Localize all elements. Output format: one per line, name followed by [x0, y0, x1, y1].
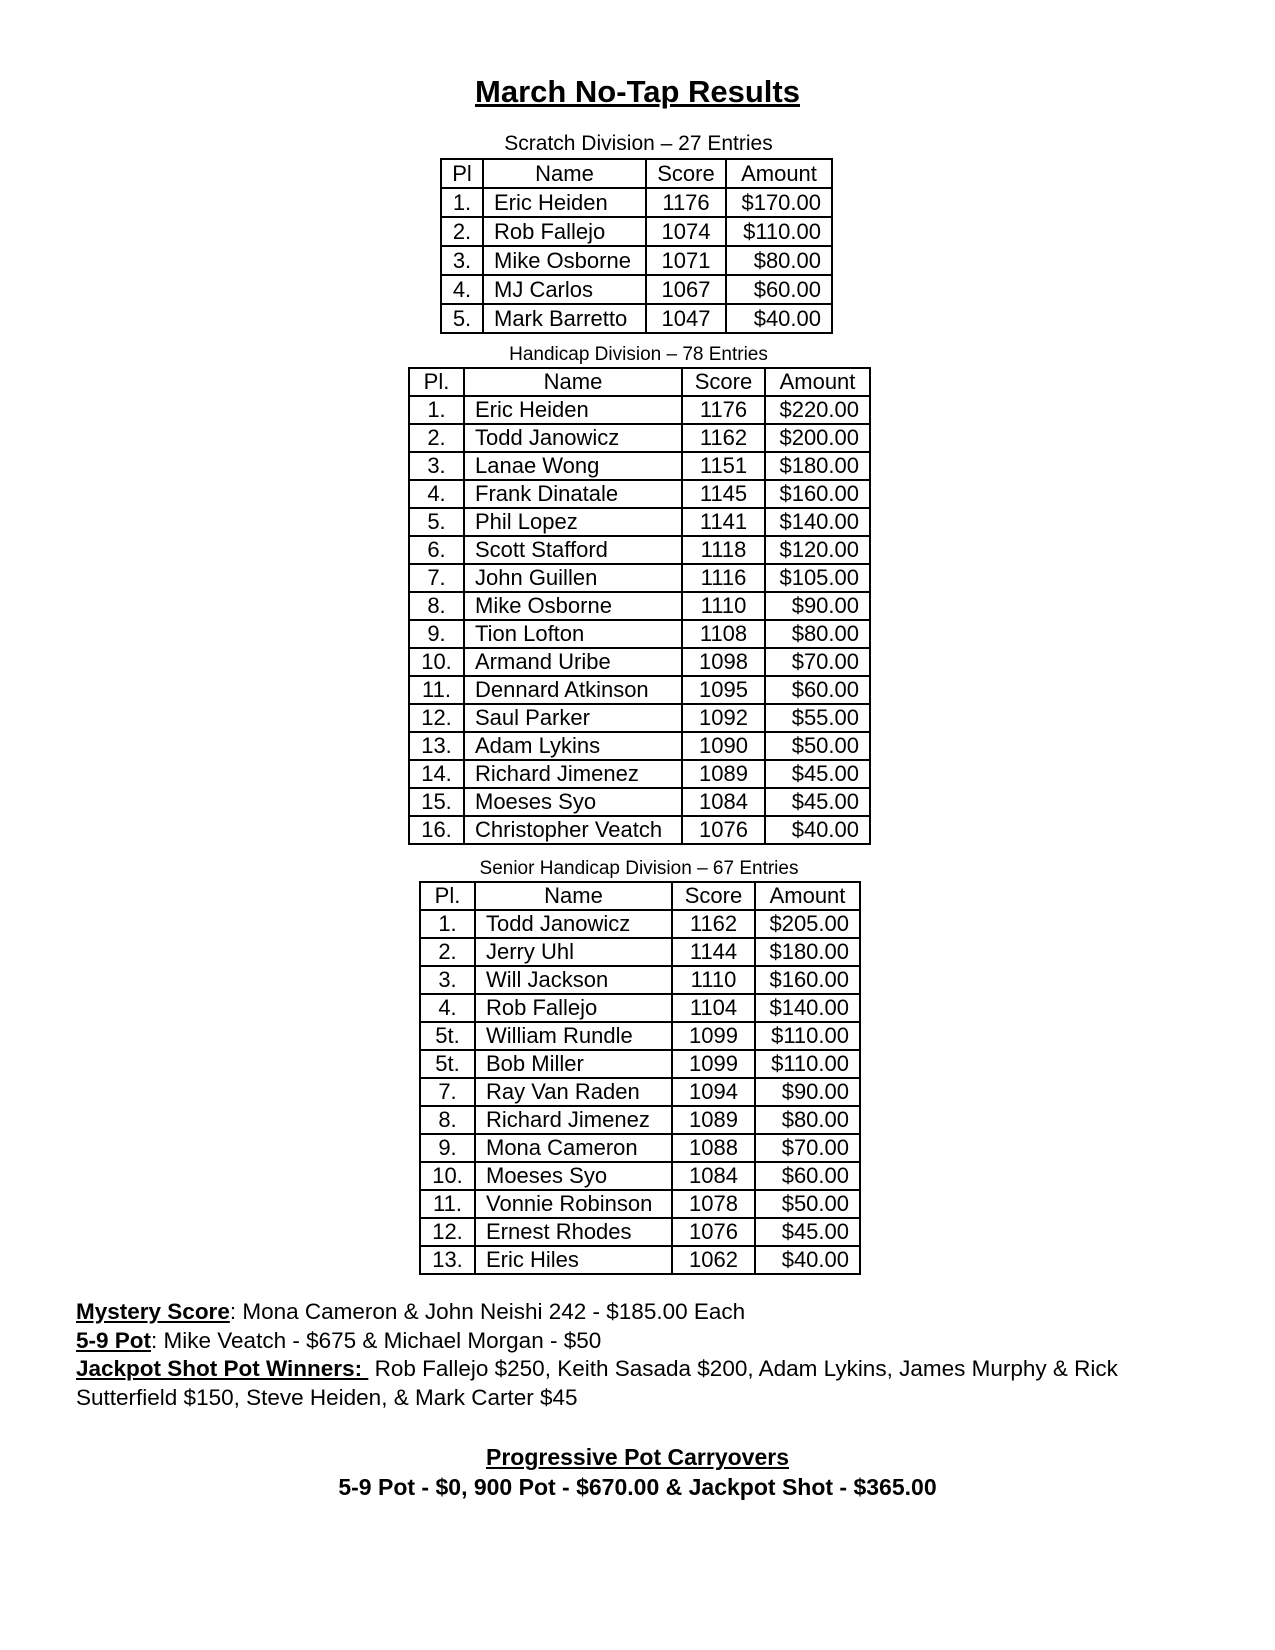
table-row	[420, 1050, 860, 1078]
cell-score: 1067	[646, 275, 726, 304]
cell-score: 1076	[682, 816, 765, 844]
cell-score: 1084	[682, 788, 765, 816]
cell-name: Will Jackson	[475, 966, 672, 994]
scratch-results-table	[440, 158, 833, 334]
column-header-score: Score	[672, 882, 755, 910]
cell-amount: $45.00	[765, 788, 870, 816]
table-row	[441, 217, 832, 246]
table-row	[441, 188, 832, 217]
cell-place: 13.	[420, 1246, 475, 1274]
cell-name: Ray Van Raden	[475, 1078, 672, 1106]
cell-score: 1104	[672, 994, 755, 1022]
five-nine-pot-label: 5-9 Pot	[76, 1327, 152, 1353]
progressive-pot-heading: Progressive Pot Carryovers	[486, 1444, 789, 1470]
table-row	[420, 994, 860, 1022]
page-title: March No-Tap Results	[475, 74, 800, 109]
cell-amount: $220.00	[765, 396, 870, 424]
cell-score: 1099	[672, 1050, 755, 1078]
table-row	[409, 732, 870, 760]
five-nine-pot-line	[76, 1327, 1216, 1356]
table-row	[420, 1078, 860, 1106]
cell-name: Todd Janowicz	[475, 910, 672, 938]
cell-name: Richard Jimenez	[475, 1106, 672, 1134]
column-header-name: Name	[464, 368, 682, 396]
cell-amount: $50.00	[765, 732, 870, 760]
cell-name: Eric Heiden	[464, 396, 682, 424]
table-row	[420, 1022, 860, 1050]
cell-score: 1118	[682, 536, 765, 564]
cell-place: 7.	[409, 564, 464, 592]
table-row	[409, 676, 870, 704]
progressive-pot-line: 5-9 Pot - $0, 900 Pot - $670.00 & Jackpot Shot - $365.00	[338, 1474, 937, 1500]
table-row	[409, 564, 870, 592]
cell-amount: $60.00	[726, 275, 832, 304]
table-row	[420, 910, 860, 938]
cell-amount: $180.00	[755, 938, 860, 966]
cell-place: 5t.	[420, 1050, 475, 1078]
cell-amount: $140.00	[755, 994, 860, 1022]
column-header-amount: Amount	[765, 368, 870, 396]
cell-name: Rob Fallejo	[475, 994, 672, 1022]
five-nine-pot-text: : Mike Veatch - $675 & Michael Morgan - $50	[151, 1327, 602, 1353]
cell-place: 1.	[409, 396, 464, 424]
table-row	[420, 1134, 860, 1162]
table-header-row	[441, 159, 832, 188]
cell-amount: $105.00	[765, 564, 870, 592]
cell-amount: $170.00	[726, 188, 832, 217]
cell-place: 4.	[409, 480, 464, 508]
table-row	[409, 620, 870, 648]
cell-name: Lanae Wong	[464, 452, 682, 480]
cell-score: 1176	[682, 396, 765, 424]
cell-name: Rob Fallejo	[483, 217, 646, 246]
mystery-score-text: : Mona Cameron & John Neishi 242 - $185.00 Each	[229, 1299, 746, 1324]
cell-amount: $45.00	[755, 1218, 860, 1246]
cell-amount: $80.00	[765, 620, 870, 648]
cell-amount: $70.00	[765, 648, 870, 676]
column-header-amount: Amount	[755, 882, 860, 910]
table-row	[420, 1246, 860, 1274]
cell-score: 1071	[646, 246, 726, 275]
cell-score: 1092	[682, 704, 765, 732]
cell-place: 8.	[409, 592, 464, 620]
cell-place: 5t.	[420, 1022, 475, 1050]
cell-name: MJ Carlos	[483, 275, 646, 304]
cell-name: Adam Lykins	[464, 732, 682, 760]
cell-score: 1062	[672, 1246, 755, 1274]
table-row	[441, 304, 832, 333]
scratch-division-caption: Scratch Division – 27 Entries	[504, 132, 773, 155]
jackpot-shot-text: Rob Fallejo $250, Keith Sasada $200, Adam Lykins, James Murphy & Rick Sutterfield $150, Steve Heiden, & Mark Carter $45	[76, 1356, 1118, 1410]
cell-amount: $205.00	[755, 910, 860, 938]
cell-name: Christopher Veatch	[464, 816, 682, 844]
cell-amount: $110.00	[726, 217, 832, 246]
cell-place: 3.	[409, 452, 464, 480]
cell-name: Phil Lopez	[464, 508, 682, 536]
cell-name: Mark Barretto	[483, 304, 646, 333]
cell-score: 1110	[682, 592, 765, 620]
table-header-row	[420, 882, 860, 910]
cell-amount: $50.00	[755, 1190, 860, 1218]
cell-place: 9.	[420, 1134, 475, 1162]
cell-place: 12.	[420, 1218, 475, 1246]
cell-name: Todd Janowicz	[464, 424, 682, 452]
cell-name: John Guillen	[464, 564, 682, 592]
table-row	[409, 424, 870, 452]
cell-name: Eric Heiden	[483, 188, 646, 217]
cell-amount: $90.00	[765, 592, 870, 620]
cell-score: 1088	[672, 1134, 755, 1162]
cell-place: 2.	[420, 938, 475, 966]
cell-amount: $60.00	[755, 1162, 860, 1190]
cell-place: 13.	[409, 732, 464, 760]
cell-name: Mona Cameron	[475, 1134, 672, 1162]
cell-amount: $55.00	[765, 704, 870, 732]
cell-amount: $80.00	[755, 1106, 860, 1134]
table-header-row	[409, 368, 870, 396]
cell-name: Eric Hiles	[475, 1246, 672, 1274]
cell-score: 1141	[682, 508, 765, 536]
table-row	[420, 966, 860, 994]
table-row	[420, 938, 860, 966]
cell-score: 1047	[646, 304, 726, 333]
mystery-score-label: Mystery Score	[76, 1299, 230, 1324]
cell-score: 1110	[672, 966, 755, 994]
cell-score: 1108	[682, 620, 765, 648]
handicap-results-table	[408, 367, 871, 845]
cell-name: Tion Lofton	[464, 620, 682, 648]
table-row	[409, 536, 870, 564]
cell-score: 1076	[672, 1218, 755, 1246]
cell-score: 1078	[672, 1190, 755, 1218]
cell-place: 5.	[409, 508, 464, 536]
table-row	[409, 452, 870, 480]
column-header-name: Name	[483, 159, 646, 188]
pot-winners-notes	[76, 1298, 1216, 1412]
cell-name: Richard Jimenez	[464, 760, 682, 788]
table-row	[409, 508, 870, 536]
cell-score: 1176	[646, 188, 726, 217]
mystery-score-line	[76, 1298, 1216, 1327]
table-row	[409, 760, 870, 788]
cell-place: 2.	[409, 424, 464, 452]
cell-name: Ernest Rhodes	[475, 1218, 672, 1246]
cell-name: Mike Osborne	[464, 592, 682, 620]
cell-place: 1.	[441, 188, 483, 217]
cell-amount: $45.00	[765, 760, 870, 788]
column-header-name: Name	[475, 882, 672, 910]
cell-place: 14.	[409, 760, 464, 788]
cell-amount: $80.00	[726, 246, 832, 275]
cell-name: Scott Stafford	[464, 536, 682, 564]
table-row	[420, 1190, 860, 1218]
cell-score: 1084	[672, 1162, 755, 1190]
cell-score: 1144	[672, 938, 755, 966]
cell-place: 2.	[441, 217, 483, 246]
cell-name: Moeses Syo	[475, 1162, 672, 1190]
table-row	[409, 396, 870, 424]
table-row	[420, 1218, 860, 1246]
table-row	[409, 704, 870, 732]
column-header-score: Score	[646, 159, 726, 188]
cell-place: 5.	[441, 304, 483, 333]
table-row	[420, 1106, 860, 1134]
cell-place: 4.	[441, 275, 483, 304]
column-header-amount: Amount	[726, 159, 832, 188]
cell-amount: $70.00	[755, 1134, 860, 1162]
senior-results-table	[419, 881, 861, 1275]
table-row	[441, 275, 832, 304]
cell-score: 1162	[672, 910, 755, 938]
table-row	[409, 816, 870, 844]
cell-amount: $180.00	[765, 452, 870, 480]
table-row	[441, 246, 832, 275]
cell-score: 1095	[682, 676, 765, 704]
cell-score: 1094	[672, 1078, 755, 1106]
cell-name: Jerry Uhl	[475, 938, 672, 966]
cell-amount: $140.00	[765, 508, 870, 536]
cell-name: Frank Dinatale	[464, 480, 682, 508]
table-row	[409, 480, 870, 508]
cell-name: Mike Osborne	[483, 246, 646, 275]
table-row	[409, 648, 870, 676]
cell-place: 10.	[420, 1162, 475, 1190]
cell-amount: $40.00	[765, 816, 870, 844]
cell-place: 11.	[409, 676, 464, 704]
cell-name: Armand Uribe	[464, 648, 682, 676]
jackpot-shot-line	[76, 1355, 1216, 1412]
cell-name: Vonnie Robinson	[475, 1190, 672, 1218]
cell-amount: $160.00	[765, 480, 870, 508]
cell-name: Bob Miller	[475, 1050, 672, 1078]
cell-amount: $60.00	[765, 676, 870, 704]
cell-place: 3.	[420, 966, 475, 994]
cell-place: 3.	[441, 246, 483, 275]
cell-name: William Rundle	[475, 1022, 672, 1050]
cell-place: 9.	[409, 620, 464, 648]
cell-name: Saul Parker	[464, 704, 682, 732]
column-header-place: Pl.	[409, 368, 464, 396]
column-header-place: Pl.	[420, 882, 475, 910]
column-header-place: Pl	[441, 159, 483, 188]
cell-score: 1145	[682, 480, 765, 508]
jackpot-shot-label: Jackpot Shot Pot Winners:	[76, 1356, 369, 1381]
cell-score: 1151	[682, 452, 765, 480]
cell-score: 1099	[672, 1022, 755, 1050]
cell-amount: $90.00	[755, 1078, 860, 1106]
table-row	[420, 1162, 860, 1190]
cell-amount: $120.00	[765, 536, 870, 564]
cell-amount: $110.00	[755, 1022, 860, 1050]
cell-amount: $110.00	[755, 1050, 860, 1078]
cell-place: 12.	[409, 704, 464, 732]
table-row	[409, 592, 870, 620]
cell-score: 1162	[682, 424, 765, 452]
senior-division-caption: Senior Handicap Division – 67 Entries	[479, 858, 799, 879]
cell-amount: $200.00	[765, 424, 870, 452]
cell-score: 1116	[682, 564, 765, 592]
cell-place: 11.	[420, 1190, 475, 1218]
cell-score: 1089	[672, 1106, 755, 1134]
column-header-score: Score	[682, 368, 765, 396]
cell-place: 4.	[420, 994, 475, 1022]
cell-place: 6.	[409, 536, 464, 564]
cell-place: 15.	[409, 788, 464, 816]
cell-place: 1.	[420, 910, 475, 938]
cell-score: 1089	[682, 760, 765, 788]
cell-score: 1074	[646, 217, 726, 246]
cell-name: Moeses Syo	[464, 788, 682, 816]
cell-score: 1098	[682, 648, 765, 676]
cell-score: 1090	[682, 732, 765, 760]
table-row	[409, 788, 870, 816]
cell-amount: $160.00	[755, 966, 860, 994]
cell-place: 16.	[409, 816, 464, 844]
cell-name: Dennard Atkinson	[464, 676, 682, 704]
cell-place: 10.	[409, 648, 464, 676]
cell-place: 7.	[420, 1078, 475, 1106]
handicap-division-caption: Handicap Division – 78 Entries	[509, 344, 768, 365]
cell-amount: $40.00	[755, 1246, 860, 1274]
cell-amount: $40.00	[726, 304, 832, 333]
cell-place: 8.	[420, 1106, 475, 1134]
